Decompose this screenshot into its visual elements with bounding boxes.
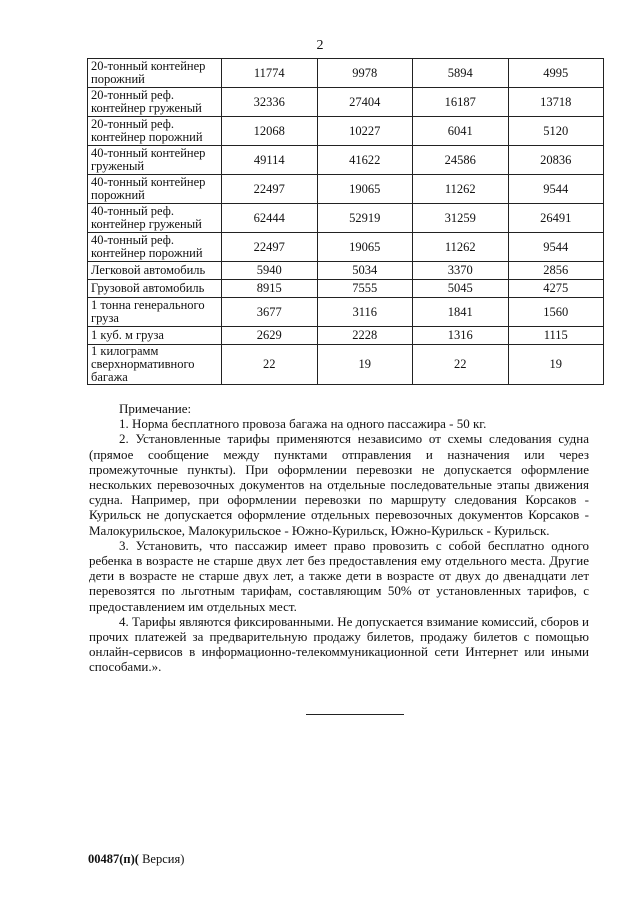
tariff-table-body bbox=[88, 59, 604, 385]
tariff-value: 2228 bbox=[317, 327, 413, 345]
page-number: 2 bbox=[316, 38, 324, 53]
row-label: 20-тонный реф. контейнер порожний bbox=[88, 117, 222, 146]
tariff-value: 11262 bbox=[413, 175, 509, 204]
footer-version: Версия) bbox=[138, 852, 185, 866]
tariff-value: 5120 bbox=[508, 117, 604, 146]
table-row bbox=[88, 298, 604, 327]
tariff-value: 32336 bbox=[222, 88, 318, 117]
tariff-value: 1316 bbox=[413, 327, 509, 345]
tariff-value: 11262 bbox=[413, 233, 509, 262]
table-row bbox=[88, 327, 604, 345]
divider-line bbox=[306, 714, 404, 715]
row-label: 20-тонный контейнер порожний bbox=[88, 59, 222, 88]
tariff-value: 16187 bbox=[413, 88, 509, 117]
tariff-value: 19065 bbox=[317, 175, 413, 204]
tariff-value: 19065 bbox=[317, 233, 413, 262]
row-label: 40-тонный контейнер порожний bbox=[88, 175, 222, 204]
note-item-4: 4. Тарифы являются фиксированными. Не допускается взимание комиссий, сборов и прочих платежей за предварительную продажу билетов, продажу билетов с помощью онлайн-сервисов в информационно-телекоммуникационной сети Интернет или иными способами.». bbox=[89, 613, 589, 675]
footer-code-number: 00487(п)( bbox=[88, 852, 139, 866]
row-label: 1 куб. м груза bbox=[88, 327, 222, 345]
row-label: 40-тонный контейнер груженый bbox=[88, 146, 222, 175]
table-row bbox=[88, 59, 604, 88]
table-row bbox=[88, 345, 604, 385]
tariff-value: 26491 bbox=[508, 204, 604, 233]
tariff-value: 19 bbox=[317, 345, 413, 385]
row-label: Грузовой автомобиль bbox=[88, 280, 222, 298]
row-label: 20-тонный реф. контейнер груженый bbox=[88, 88, 222, 117]
tariff-value: 1841 bbox=[413, 298, 509, 327]
tariff-value: 4995 bbox=[508, 59, 604, 88]
table-row bbox=[88, 146, 604, 175]
tariff-value: 20836 bbox=[508, 146, 604, 175]
tariff-value: 8915 bbox=[222, 280, 318, 298]
notes-section bbox=[89, 401, 589, 675]
tariff-value: 2856 bbox=[508, 262, 604, 280]
tariff-value: 9978 bbox=[317, 59, 413, 88]
tariff-table bbox=[87, 58, 604, 385]
tariff-value: 2629 bbox=[222, 327, 318, 345]
table-row bbox=[88, 280, 604, 298]
row-label: 40-тонный реф. контейнер груженый bbox=[88, 204, 222, 233]
tariff-value: 11774 bbox=[222, 59, 318, 88]
tariff-value: 5894 bbox=[413, 59, 509, 88]
tariff-value: 52919 bbox=[317, 204, 413, 233]
tariff-value: 22497 bbox=[222, 233, 318, 262]
tariff-value: 5940 bbox=[222, 262, 318, 280]
tariff-value: 3116 bbox=[317, 298, 413, 327]
tariff-value: 7555 bbox=[317, 280, 413, 298]
tariff-value: 4275 bbox=[508, 280, 604, 298]
notes-title: Примечание: bbox=[119, 401, 192, 416]
tariff-value: 3370 bbox=[413, 262, 509, 280]
tariff-value: 22497 bbox=[222, 175, 318, 204]
table-row bbox=[88, 204, 604, 233]
tariff-value: 41622 bbox=[317, 146, 413, 175]
tariff-value: 6041 bbox=[413, 117, 509, 146]
tariff-value: 31259 bbox=[413, 204, 509, 233]
tariff-value: 62444 bbox=[222, 204, 318, 233]
tariff-value: 5045 bbox=[413, 280, 509, 298]
note-item-1: 1. Норма бесплатного провоза багажа на одного пассажира - 50 кг. bbox=[119, 416, 487, 432]
table-row bbox=[88, 88, 604, 117]
tariff-value: 13718 bbox=[508, 88, 604, 117]
note-item-3: 3. Установить, что пассажир имеет право провозить с собой бесплатно одного ребенка в возрасте не старше двух лет без предоставления ему отдельного места. Другие дети в возрасте не старше двух лет, а также дети в возрасте от двух до двенадцати лет перевозятся по льготным тарифам, составляющим 50% от установленных тарифов, с предоставлением им отдельных мест. bbox=[89, 537, 589, 614]
tariff-value: 5034 bbox=[317, 262, 413, 280]
tariff-value: 49114 bbox=[222, 146, 318, 175]
row-label: 1 тонна генерального груза bbox=[88, 298, 222, 327]
tariff-value: 19 bbox=[508, 345, 604, 385]
row-label: 1 килограмм сверхнормативного багажа bbox=[88, 345, 222, 385]
table-row bbox=[88, 117, 604, 146]
row-label: 40-тонный реф. контейнер порожний bbox=[88, 233, 222, 262]
tariff-value: 9544 bbox=[508, 233, 604, 262]
table-row bbox=[88, 262, 604, 280]
tariff-value: 9544 bbox=[508, 175, 604, 204]
tariff-value: 1115 bbox=[508, 327, 604, 345]
tariff-value: 1560 bbox=[508, 298, 604, 327]
table-row bbox=[88, 233, 604, 262]
tariff-value: 3677 bbox=[222, 298, 318, 327]
footer-document-code bbox=[88, 852, 184, 867]
tariff-value: 10227 bbox=[317, 117, 413, 146]
tariff-value: 22 bbox=[413, 345, 509, 385]
tariff-value: 12068 bbox=[222, 117, 318, 146]
tariff-value: 27404 bbox=[317, 88, 413, 117]
table-row bbox=[88, 175, 604, 204]
row-label: Легковой автомобиль bbox=[88, 262, 222, 280]
tariff-value: 24586 bbox=[413, 146, 509, 175]
tariff-value: 22 bbox=[222, 345, 318, 385]
note-item-2: 2. Установленные тарифы применяются независимо от схемы следования судна (прямое сообщение между пунктами отправления и назначения или через промежуточные пункты). При оформлении перевозки не допускается оформление нескольких перевозочных документов на отдельные последовательные этапы движения судна. Например, при оформлении перевозки по маршруту следования Корсаков - Курильск не допускается оформление отдельных перевозочных документов Корсаков - Малокурильское, Малокурильское - Южно-Курильск, Южно-Курильск - Курильск. bbox=[89, 431, 589, 538]
